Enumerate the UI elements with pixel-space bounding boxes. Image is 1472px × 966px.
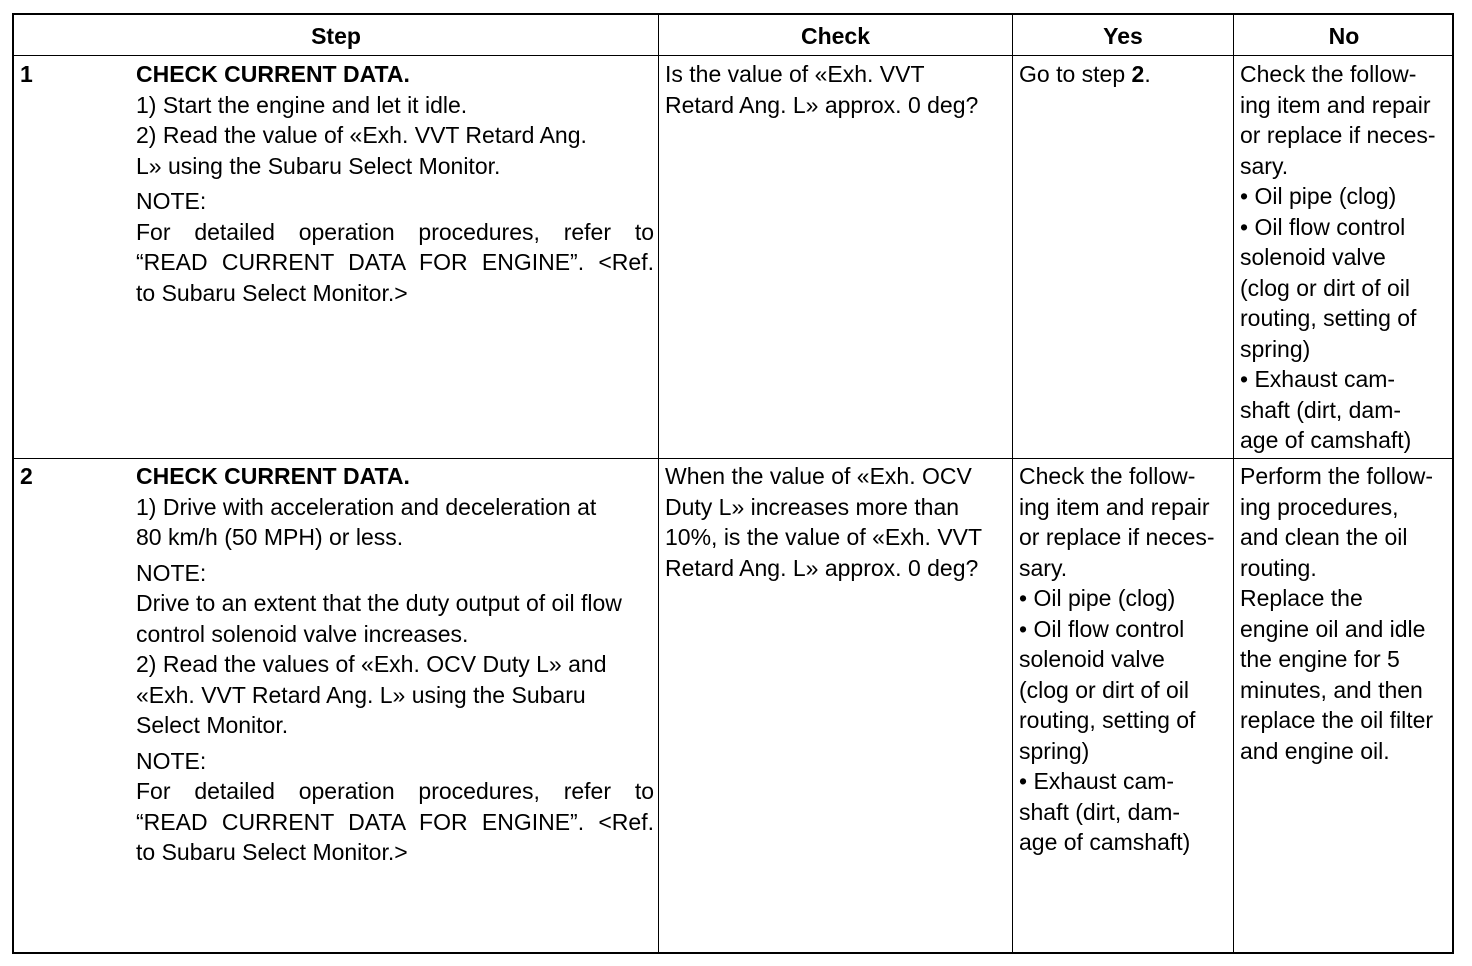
step-description (136, 461, 654, 868)
yes-text: age of camshaft) (1019, 829, 1191, 855)
no-text: spring) (1240, 335, 1311, 362)
check-text: Is the value of «Exh. VVT (665, 61, 925, 87)
no-text: sary. (1240, 152, 1289, 179)
no-text: Check the follow- (1240, 61, 1417, 87)
yes-cell (1019, 59, 1231, 90)
step-instruction: 1) Drive with acceleration and deceleration at (136, 493, 597, 520)
yes-text: spring) (1019, 737, 1090, 764)
no-text: minutes, and then (1240, 676, 1423, 703)
step-instruction: «Exh. VVT Retard Ang. L» using the Subaru (136, 681, 586, 708)
header-check: Check (800, 23, 871, 49)
step-instruction: 2) Read the value of «Exh. VVT Retard Ang. (136, 122, 587, 148)
no-text: and engine oil. (1240, 737, 1390, 764)
column-divider (658, 15, 659, 952)
no-text: Replace the (1240, 585, 1363, 611)
step-number: 1 (20, 61, 33, 87)
troubleshooting-table (12, 13, 1454, 954)
yes-text-prefix: Go to step (1019, 61, 1132, 87)
yes-text: solenoid valve (1019, 646, 1165, 672)
yes-text: routing, setting of (1019, 707, 1196, 733)
yes-cell (1019, 461, 1231, 858)
note-label: NOTE: (136, 747, 207, 774)
check-text: Retard Ang. L» approx. 0 deg? (665, 554, 979, 581)
note-text: to Subaru Select Monitor.> (136, 279, 408, 306)
step-description (136, 59, 654, 308)
yes-text-suffix: . (1144, 61, 1151, 87)
yes-text: or replace if neces- (1019, 524, 1215, 550)
no-text: and clean the oil (1240, 524, 1408, 550)
no-text: (clog or dirt of oil (1240, 274, 1411, 301)
yes-step-ref: 2 (1131, 61, 1145, 87)
note-text: “READ CURRENT DATA FOR ENGINE”. <Ref. (136, 249, 654, 275)
note-text: “READ CURRENT DATA FOR ENGINE”. <Ref. (136, 808, 654, 835)
no-text: ing procedures, (1240, 493, 1399, 520)
step-title: CHECK CURRENT DATA. (136, 463, 410, 489)
note-text: For detailed operation procedures, refer to (136, 218, 654, 245)
step-instruction: Select Monitor. (136, 712, 289, 738)
header-step: Step (311, 23, 361, 49)
header-no: No (1328, 23, 1360, 49)
check-text: Retard Ang. L» approx. 0 deg? (665, 91, 979, 118)
yes-text: shaft (dirt, dam- (1019, 798, 1181, 825)
no-text: engine oil and idle (1240, 615, 1426, 642)
step-title: CHECK CURRENT DATA. (136, 61, 410, 87)
no-text: routing, setting of (1240, 305, 1417, 331)
no-text: replace the oil filter (1240, 707, 1434, 733)
step-instruction: L» using the Subaru Select Monitor. (136, 152, 501, 179)
step-instruction: 80 km/h (50 MPH) or less. (136, 524, 404, 550)
yes-text: ing item and repair (1019, 493, 1210, 520)
yes-text: • Exhaust cam- (1019, 768, 1175, 794)
step-instruction: 1) Start the engine and let it idle. (136, 91, 468, 118)
row-divider (14, 458, 1452, 459)
note-text: For detailed operation procedures, refer to (136, 778, 654, 804)
note-text: Drive to an extent that the duty output of oil flow (136, 590, 622, 616)
column-divider (1012, 15, 1013, 952)
no-text: • Oil pipe (clog) (1240, 183, 1397, 209)
no-text: shaft (dirt, dam- (1240, 396, 1402, 423)
note-label: NOTE: (136, 559, 207, 586)
yes-text: sary. (1019, 554, 1068, 581)
step-instruction: 2) Read the values of «Exh. OCV Duty L» and (136, 651, 607, 677)
check-cell (665, 59, 1010, 120)
yes-text: • Oil pipe (clog) (1019, 585, 1176, 611)
no-cell (1240, 461, 1454, 766)
check-text: Duty L» increases more than (665, 493, 960, 520)
no-text: routing. (1240, 554, 1317, 581)
note-label: NOTE: (136, 188, 207, 214)
no-text: Perform the follow- (1240, 463, 1434, 489)
check-text: When the value of «Exh. OCV (665, 463, 972, 489)
yes-text (1019, 59, 1231, 90)
no-text: • Oil flow control (1240, 213, 1406, 240)
header-yes: Yes (1103, 23, 1143, 49)
note-text: to Subaru Select Monitor.> (136, 839, 408, 865)
no-text: solenoid valve (1240, 244, 1386, 270)
yes-text: • Oil flow control (1019, 615, 1185, 642)
no-cell (1240, 59, 1454, 456)
check-cell (665, 461, 1010, 583)
yes-text: Check the follow- (1019, 463, 1196, 489)
no-text: age of camshaft) (1240, 427, 1412, 453)
column-divider (1233, 15, 1234, 952)
step-number: 2 (20, 463, 33, 489)
no-text: or replace if neces- (1240, 122, 1436, 148)
no-text: ing item and repair (1240, 91, 1431, 118)
note-text: control solenoid valve increases. (136, 620, 469, 647)
yes-text: (clog or dirt of oil (1019, 676, 1190, 703)
no-text: • Exhaust cam- (1240, 366, 1396, 392)
no-text: the engine for 5 (1240, 646, 1400, 672)
check-text: 10%, is the value of «Exh. VVT (665, 524, 983, 550)
